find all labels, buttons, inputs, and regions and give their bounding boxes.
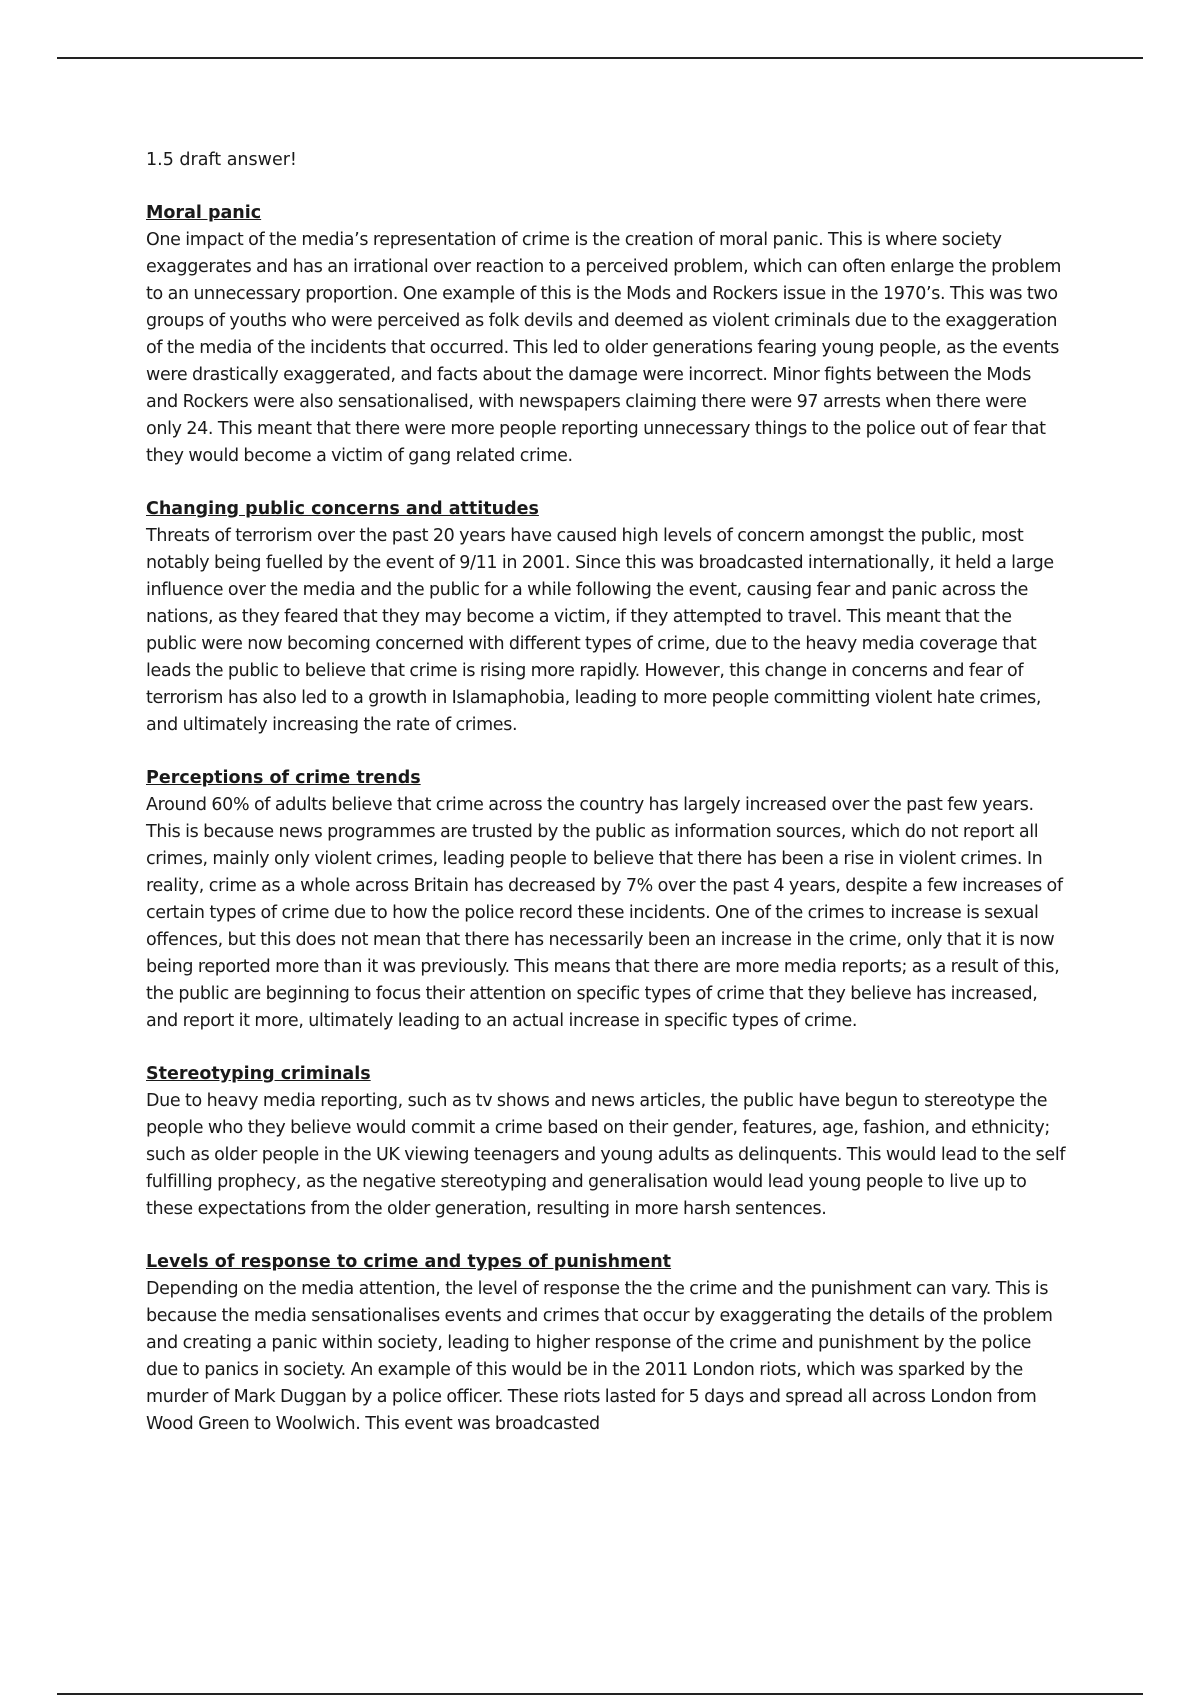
section-paragraph: One impact of the media’s representation of crime is the creation of moral panic. This is where society exaggerates and has an irrational over reaction to a perceived problem, which can often enlarge the problem to an unnecessary proportion. One example of this is the Mods and Rockers issue in the 1970’s. This was two groups of youths who were perceived as folk devils and deemed as violent criminals due to the exaggeration of the media of the incidents that occurred. This led to older generations fearing young people, as the events were drastically exaggerated, and facts about the damage were incorrect. Minor fights between the Mods and Rockers were also sensationalised, with newspapers claiming there were 97 arrests when there were only 24. This meant that there were more people reporting unnecessary things to the police out of fear that they would become a victim of gang related crime. — [146, 230, 1062, 466]
section-paragraph: Depending on the media attention, the level of response the the crime and the punishment can vary. This is because the media sensationalises events and crimes that occur by exaggerating the details of the problem and creating a panic within society, leading to higher response of the crime and punishment by the police due to panics in society. An example of this would be in the 2011 London riots, which was sparked by the murder of Mark Duggan by a police officer. These riots lasted for 5 days and spread all across London from Wood Green to Woolwich. This event was broadcasted — [146, 1279, 1053, 1434]
section-levels-of-response — [146, 1249, 1066, 1438]
section-heading: Stereotyping criminals — [146, 1064, 371, 1084]
section-changing-public-concerns — [146, 496, 1066, 739]
section-heading: Levels of response to crime and types of punishment — [146, 1252, 672, 1272]
section-heading: Changing public concerns and attitudes — [146, 499, 539, 519]
section-paragraph: Threats of terrorism over the past 20 years have caused high levels of concern amongst the public, most notably being fuelled by the event of 9/11 in 2001. Since this was broadcasted internationally, it held a large influence over the media and the public for a while following the event, causing fear and panic across the nations, as they feared that they may become a victim, if they attempted to travel. This meant that the public were now becoming concerned with different types of crime, due to the heavy media coverage that leads the public to believe that crime is rising more rapidly. However, this change in concerns and fear of terrorism has also led to a growth in Islamaphobia, leading to more people committing violent hate crimes, and ultimately increasing the rate of crimes. — [146, 526, 1054, 735]
section-paragraph: Around 60% of adults believe that crime across the country has largely increased over the past few years. This is because news programmes are trusted by the public as information sources, which do not report all crimes, mainly only violent crimes, leading people to believe that there has been a rise in violent crimes. In reality, crime as a whole across Britain has decreased by 7% over the past 4 years, despite a few increases of certain types of crime due to how the police record these incidents. One of the crimes to increase is sexual offences, but this does not mean that there has necessarily been an increase in the crime, only that it is now being reported more than it was previously. This means that there are more media reports; as a result of this, the public are beginning to focus their attention on specific types of crime that they believe has increased, and report it more, ultimately leading to an actual increase in specific types of crime. — [146, 795, 1063, 1031]
section-heading: Perceptions of crime trends — [146, 768, 421, 788]
section-moral-panic — [146, 200, 1066, 470]
section-heading: Moral panic — [146, 203, 262, 223]
draft-label: 1.5 draft answer! — [146, 150, 297, 170]
document-body — [146, 147, 1066, 1464]
footer-rule — [57, 1693, 1143, 1695]
section-perceptions-of-crime-trends — [146, 765, 1066, 1035]
section-stereotyping-criminals — [146, 1061, 1066, 1223]
header-rule — [57, 57, 1143, 59]
section-paragraph: Due to heavy media reporting, such as tv shows and news articles, the public have begun to stereotype the people who they believe would commit a crime based on their gender, features, age, fashion, and ethnicity; such as older people in the UK viewing teenagers and young adults as delinquents. This would lead to the self fulfilling prophecy, as the negative stereotyping and generalisation would lead young people to live up to these expectations from the older generation, resulting in more harsh sentences. — [146, 1091, 1066, 1219]
